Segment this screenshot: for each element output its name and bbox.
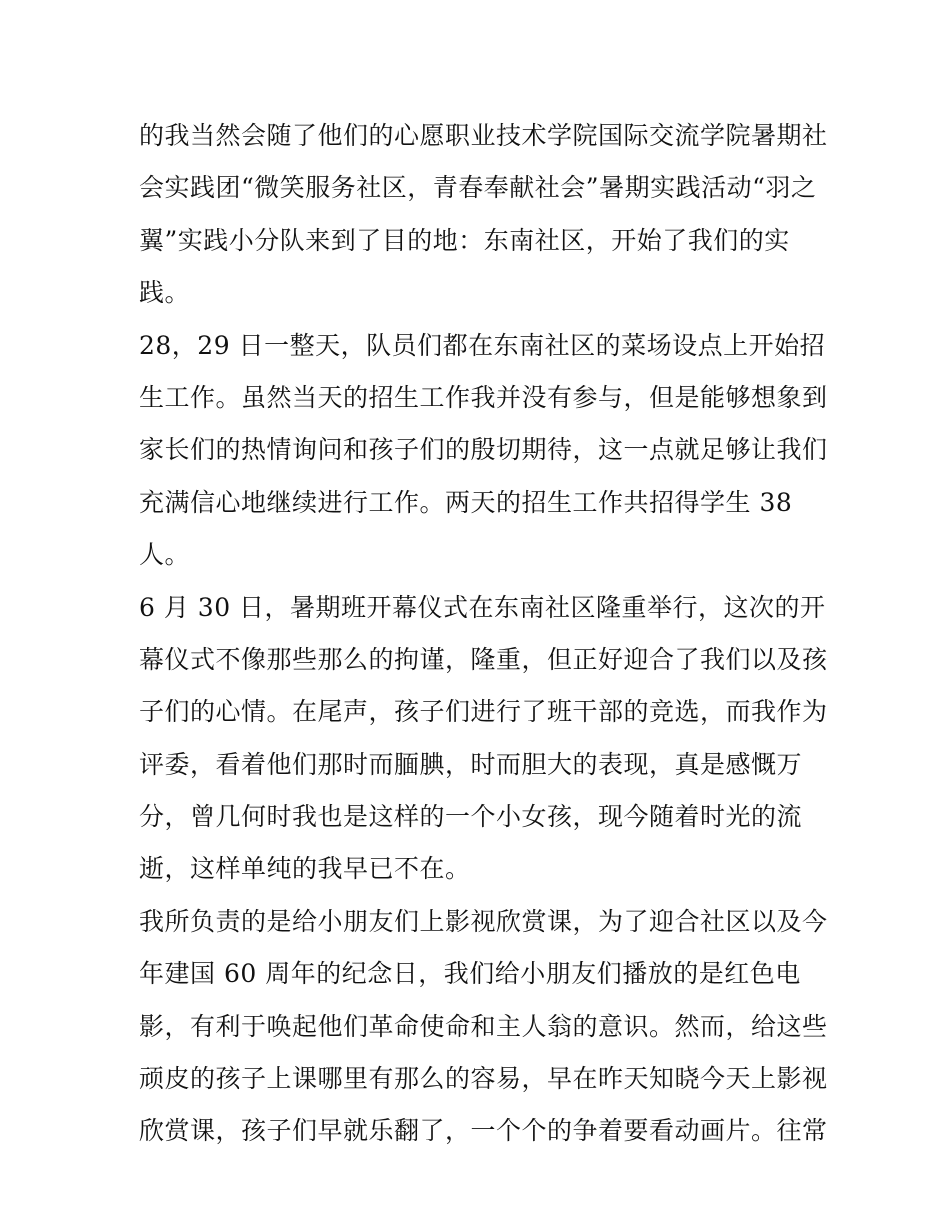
text-line: 翼”实践小分队来到了目的地：东南社区，开始了我们的实 [139, 225, 790, 255]
text-line: 充满信心地继续进行工作。两天的招生工作共招得学生 38 [139, 487, 793, 517]
text-line: 逝，这样单纯的我早已不在。 [139, 854, 471, 884]
text-line: 践。 [139, 278, 191, 308]
text-line: 幕仪式不像那些那么的拘谨，隆重，但正好迎合了我们以及孩 [139, 644, 828, 674]
text-line: 影，有利于唤起他们革命使命和主人翁的意识。然而，给这些 [139, 1011, 828, 1041]
text-line: 6 月 30 日，暑期班开幕仪式在东南社区隆重举行，这次的开 [139, 592, 826, 622]
text-line: 人。 [139, 540, 191, 570]
text-line: 顽皮的孩子上课哪里有那么的容易，早在昨天知晓今天上影视 [139, 1064, 828, 1094]
text-line: 会实践团“微笑服务社区，青春奉献社会”暑期实践活动“羽之 [139, 173, 817, 203]
text-line: 评委，看着他们那时而腼腆，时而胆大的表现，真是感慨万 [139, 749, 803, 779]
text-line: 欣赏课，孩子们早就乐翻了，一个个的争着要看动画片。往常 [139, 1116, 828, 1146]
body-text [139, 110, 828, 1158]
text-line: 年建国 60 周年的纪念日，我们给小朋友们播放的是红色电 [139, 959, 801, 989]
text-line: 子们的心情。在尾声，孩子们进行了班干部的竞选，而我作为 [139, 697, 828, 727]
text-line: 28，29 日一整天，队员们都在东南社区的菜场设点上开始招 [139, 330, 826, 360]
text-line: 分，曾几何时我也是这样的一个小女孩，现今随着时光的流 [139, 802, 803, 832]
text-line: 我所负责的是给小朋友们上影视欣赏课，为了迎合社区以及今 [139, 906, 828, 936]
text-line: 生工作。虽然当天的招生工作我并没有参与，但是能够想象到 [139, 382, 828, 412]
text-line: 家长们的热情询问和孩子们的殷切期待，这一点就足够让我们 [139, 435, 828, 465]
text-line: 的我当然会随了他们的心愿职业技术学院国际交流学院暑期社 [139, 121, 828, 150]
